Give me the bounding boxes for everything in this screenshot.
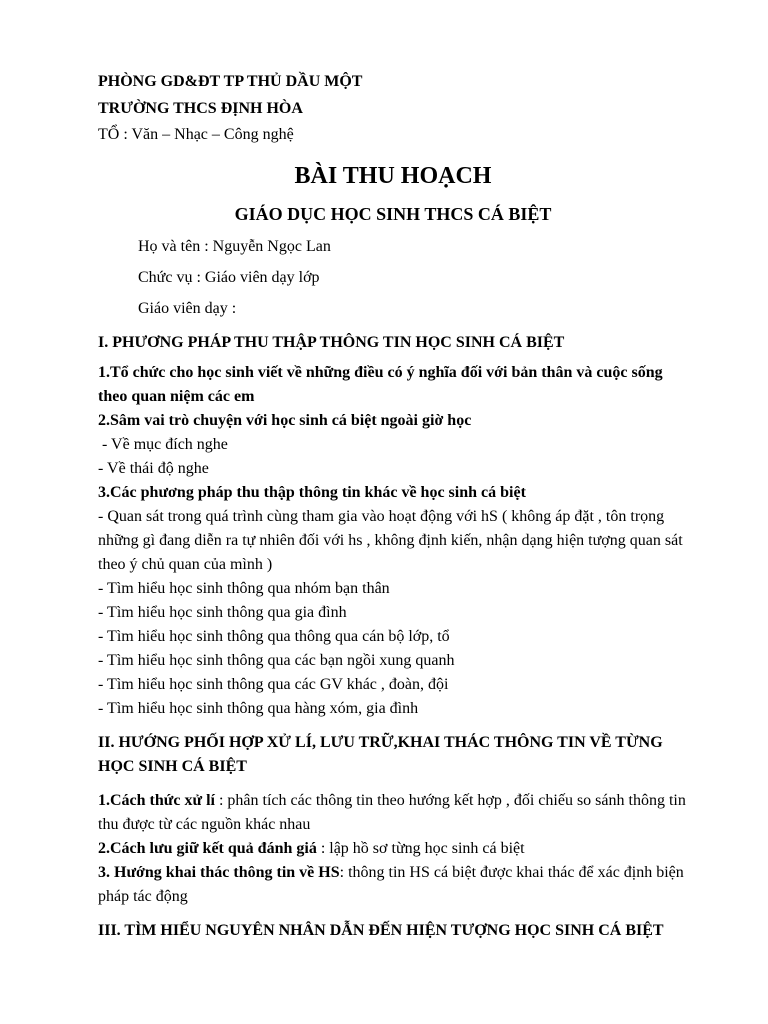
document-subtitle: GIÁO DỤC HỌC SINH THCS CÁ BIỆT — [234, 204, 552, 224]
section-2-item-3-text: : thông tin HS cá biệt được khai thác để xác định biện pháp tác động — [98, 864, 684, 905]
document-title: BÀI THU HOẠCH — [294, 163, 492, 189]
section-1-item-2-point: - Về mục đích nghe — [98, 436, 228, 453]
section-1-item-3-point: - Tìm hiểu học sinh thông qua nhóm bạn thân — [98, 580, 390, 597]
section-2-item-1-text: : phân tích các thông tin theo hướng kết hợp , đối chiếu so sánh thông tin thu được từ các nguồn khác nhau — [98, 792, 686, 833]
section-2-item-1-label: 1.Cách thức xử lí — [98, 792, 215, 809]
section-1-item-2: 2.Sâm vai trò chuyện với học sinh cá biệt ngoài giờ học — [98, 412, 472, 429]
department-header: PHÒNG GD&ĐT TP THỦ DẦU MỘT — [98, 73, 363, 90]
document-page — [98, 70, 688, 943]
section-2-item-2 — [98, 837, 688, 861]
section-1-item-1: 1.Tổ chức cho học sinh viết về những điều có ý nghĩa đối với bản thân và cuộc sống theo quan niệm các em — [98, 364, 663, 405]
info-position: Chức vụ : Giáo viên dạy lớp — [138, 269, 320, 286]
section-1-item-3-point: - Tìm hiểu học sinh thông qua gia đình — [98, 604, 347, 621]
section-1-item-3-paragraph: - Quan sát trong quá trình cùng tham gia vào hoạt động với hS ( không áp đặt , tôn trọng những gì đang diễn ra tự nhiên đối với hs , không định kiến, nhận dạng hiện tượng quan sát theo ý chủ quan của mình ) — [98, 508, 683, 573]
section-1-item-3-point: - Tìm hiểu học sinh thông qua các bạn ngồi xung quanh — [98, 652, 455, 669]
section-2-item-2-label: 2.Cách lưu giữ kết quả đánh giá — [98, 840, 317, 857]
section-3-heading: III. TÌM HIỂU NGUYÊN NHÂN DẪN ĐẾN HIỆN TƯỢNG HỌC SINH CÁ BIỆT — [98, 922, 664, 939]
section-1-heading: I. PHƯƠNG PHÁP THU THẬP THÔNG TIN HỌC SINH CÁ BIỆT — [98, 334, 565, 351]
section-1-item-3-point: - Tìm hiểu học sinh thông qua hàng xóm, gia đình — [98, 700, 419, 717]
info-name: Họ và tên : Nguyễn Ngọc Lan — [138, 238, 331, 255]
school-header: TRƯỜNG THCS ĐỊNH HÒA — [98, 100, 303, 117]
section-2-item-3 — [98, 861, 688, 909]
section-2-item-3-label: 3. Hướng khai thác thông tin về HS — [98, 864, 340, 881]
info-teacher: Giáo viên dạy : — [138, 300, 237, 317]
group-header: TỔ : Văn – Nhạc – Công nghệ — [98, 126, 294, 143]
section-1-item-3-point: - Tìm hiểu học sinh thông qua các GV khác , đoàn, đội — [98, 676, 449, 693]
section-2-heading: II. HƯỚNG PHỐI HỢP XỬ LÍ, LƯU TRỮ,KHAI THÁC THÔNG TIN VỀ TỪNG HỌC SINH CÁ BIỆT — [98, 734, 663, 775]
section-2-item-2-text: : lập hồ sơ từng học sinh cá biệt — [316, 840, 525, 857]
section-1-item-2-point: - Về thái độ nghe — [98, 460, 209, 477]
section-1-item-3-point: - Tìm hiểu học sinh thông qua thông qua cán bộ lớp, tổ — [98, 628, 450, 645]
section-1-item-3: 3.Các phương pháp thu thập thông tin khác về học sinh cá biệt — [98, 484, 526, 501]
section-2-item-1 — [98, 789, 688, 837]
